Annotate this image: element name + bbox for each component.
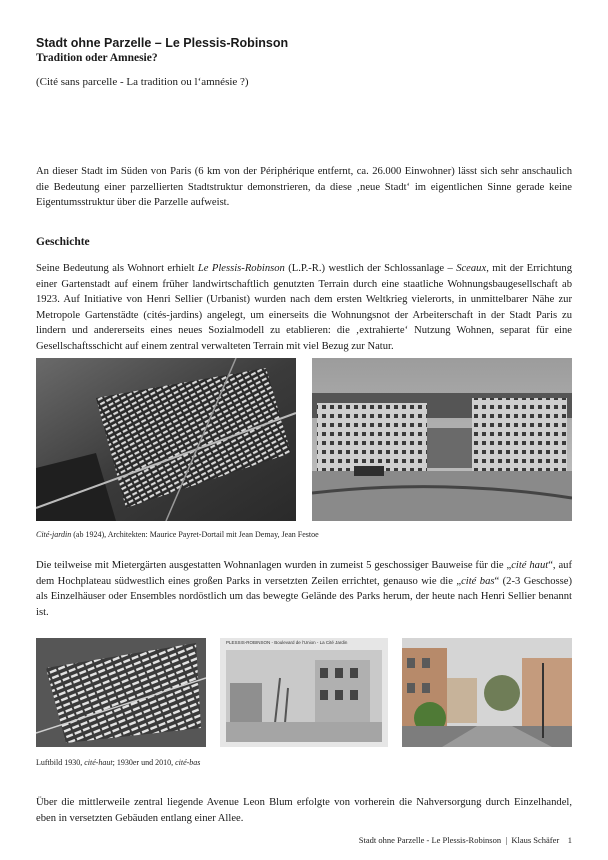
postcard-caption: PLESSIS-ROBINSON - Boulevard de l'Union - La Cité Jardin	[226, 640, 348, 645]
street-photo-cite-haut	[312, 358, 572, 521]
text-run: Die teilweise mit Mietergärten ausgestatten Wohnanlagen wurden in zumeist 5 geschossiger Bauweise für die „	[36, 560, 512, 571]
history-paragraph	[36, 261, 572, 355]
text-run: Seine Bedeutung als Wohnort erhielt	[36, 263, 198, 274]
aerial-photo-1930	[36, 638, 206, 747]
caption-italic: Cité-jardin	[36, 530, 72, 539]
place-name: Sceaux	[456, 263, 487, 274]
housing-paragraph	[36, 558, 572, 620]
supply-paragraph: Über die mittlerweile zentral liegende Avenue Leon Blum erfolgte von vorherein die Nahversorgung durch Einzelhandel, eben in versetzten Gebäuden entlang einer Allee.	[36, 797, 572, 824]
photo-caption-2	[36, 758, 200, 767]
page-title: Stadt ohne Parzelle – Le Plessis-Robinson	[36, 36, 289, 50]
intro-paragraph: An dieser Stadt im Süden von Paris (6 km von der Périphérique entfernt, ca. 26.000 Einwohner) lässt sich sehr anschaulich die Bedeutung einer parzellierten Stadtstruktur demonstrieren, da diese ‚neue Stadt‘ im eigentlichen Sinne gerade keine Eigentumsstruktur über die Parzelle aufweist.	[36, 166, 572, 209]
footer-author: Klaus Schäfer	[511, 835, 560, 845]
text-run: “ (2-3 Geschosse) als Einzelhäuser oder Ensembles nordöstlich um das bewegte Gelände des Parks herum, der heute nach Henri Sellier benannt ist.	[36, 575, 572, 618]
postcard-photo-1930s	[220, 638, 388, 747]
footer-doc-title: Stadt ohne Parzelle - Le Plessis-Robinson	[358, 835, 502, 845]
caption-italic: cité-bas	[175, 758, 201, 767]
term: cité haut	[511, 560, 549, 571]
page-subtitle: Tradition oder Amnesie?	[36, 52, 158, 64]
french-title: (Cité sans parcelle - La tradition ou l‘amnésie ?)	[36, 76, 249, 88]
street-photo-2010	[402, 638, 572, 747]
aerial-photo-cite-jardin	[36, 358, 296, 521]
place-name: Le Plessis-Robinson	[197, 263, 285, 274]
caption-italic: cité-haut	[84, 758, 113, 767]
caption-text: Luftbild 1930,	[36, 758, 85, 767]
term: cité bas	[461, 575, 495, 587]
page-number: 1	[567, 835, 572, 845]
caption-text: ; 1930er und 2010,	[112, 758, 176, 767]
section-heading-geschichte: Geschichte	[36, 236, 90, 248]
text-run: “, auf dem Hochplateau südwestlich eines großen Parks in versetzten Zeilen errichtet, genauso wie die „	[36, 560, 572, 587]
caption-text: (ab 1924), Architekten: Maurice Payret-Dortail mit Jean Demay, Jean Festoe	[71, 530, 319, 539]
text-run: (L.P.-R.) westlich der Schlossanlage –	[284, 263, 457, 274]
photo-caption-1	[36, 530, 319, 539]
footer-separator: |	[505, 835, 508, 845]
page-footer	[359, 835, 572, 845]
text-run: , mit der Errichtung einer Gartenstadt auf einem früher landwirtschaftlich genutzten Terrain durch eine staatliche Wohnungsbaugesellschaft ab 1923. Auf Initiative von Henri Sellier (Urbanist) wurden nach dem ersten Weltkrieg vielerorts, in unmittelbarer Nähe zur Metropole Gartenstädte (cités-jardins) angelegt, um einerseits die Wohnungsnot der Arbeiterschaft in der Stadt Paris zu lindern und andererseits eines neues Sozialmodell zu etablieren: die ‚extrahierte‘ Nutzung Wohnen, separat für eine Gesellschaftsschicht auf einem zentral verwalteten Terrain mit viel Bezug zur Natur.	[36, 263, 572, 352]
